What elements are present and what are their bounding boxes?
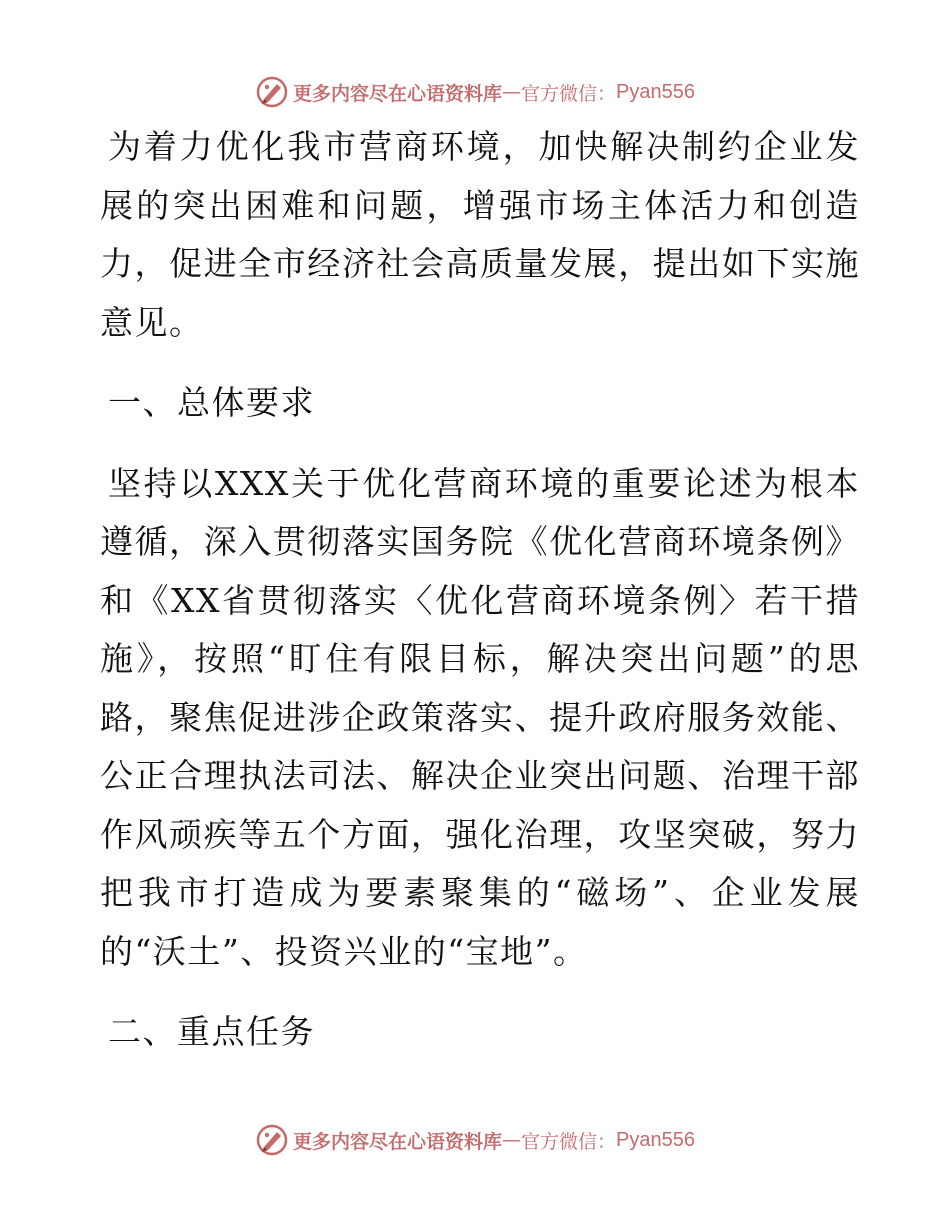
- document-body: [100, 118, 860, 1084]
- footer-banner: [0, 1120, 950, 1160]
- general-requirements-paragraph: 坚持以XXX关于优化营商环境的重要论述为根本遵循，深入贯彻落实国务院《优化营商环境条例》和《XX省贯彻落实〈优化营商环境条例〉若干措施》，按照“盯住有限目标，解决突出问题”的思路，聚焦促进涉企政策落实、提升政府服务效能、公正合理执法司法、解决企业突出问题、治理干部作风顽疾等五个方面，强化治理，攻坚突破，努力把我市打造成为要素聚集的“磁场”、企业发展的“沃土”、投资兴业的“宝地”。: [100, 463, 860, 971]
- banner-wechat-label: 官方微信：: [521, 1130, 617, 1153]
- banner-separator: —: [502, 81, 522, 103]
- brand-logo-icon: [255, 75, 289, 109]
- intro-paragraph: 为着力优化我市营商环境，加快解决制约企业发展的突出困难和问题，增强市场主体活力和创造力，促进全市经济社会高质量发展，提出如下实施意见。: [100, 127, 860, 342]
- header-banner: [0, 72, 950, 112]
- banner-separator: —: [502, 1129, 522, 1151]
- section-heading-general-requirements: 一、总体要求: [108, 383, 315, 422]
- banner-wechat-id: Pyan556: [616, 80, 695, 103]
- banner-wechat-label: 官方微信：: [521, 82, 617, 105]
- banner-main-text: 更多内容尽在心语资料库: [293, 1130, 503, 1153]
- banner-main-text: 更多内容尽在心语资料库: [293, 82, 503, 105]
- section-heading-key-tasks: 二、重点任务: [108, 1012, 315, 1051]
- brand-logo-icon: [255, 1123, 289, 1157]
- banner-wechat-id: Pyan556: [616, 1128, 695, 1151]
